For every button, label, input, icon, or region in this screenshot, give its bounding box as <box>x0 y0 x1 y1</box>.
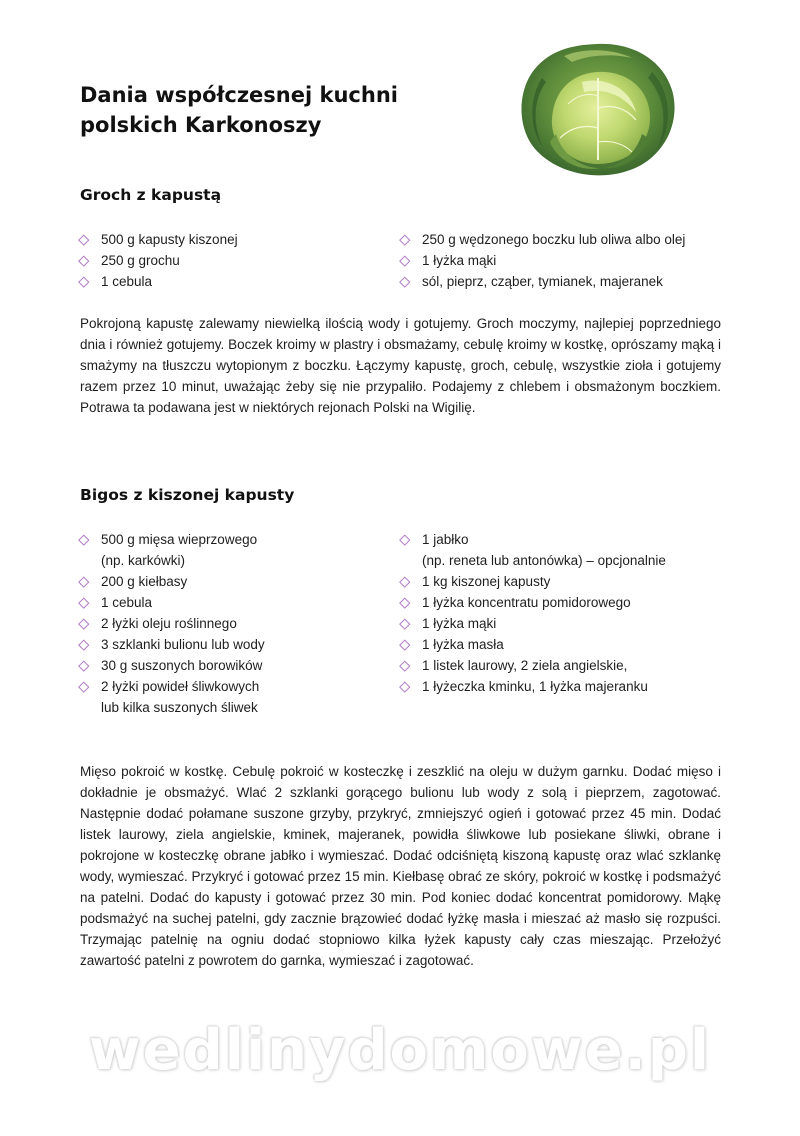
ingredient-item <box>80 592 380 613</box>
diamond-bullet-icon <box>78 576 89 587</box>
diamond-bullet-icon <box>78 255 89 266</box>
recipe-1-title: Groch z kapustą <box>80 186 222 204</box>
diamond-bullet-icon <box>399 681 410 692</box>
diamond-bullet-icon <box>399 276 410 287</box>
page-title <box>80 80 480 140</box>
ingredient-item <box>80 529 380 571</box>
diamond-bullet-icon <box>399 534 410 545</box>
ingredient-text: 2 łyżki oleju roślinnego <box>101 616 237 631</box>
ingredient-item <box>401 529 731 571</box>
ingredient-item <box>80 271 380 292</box>
ingredient-text: 30 g suszonych borowików <box>101 658 263 673</box>
diamond-bullet-icon <box>399 597 410 608</box>
ingredient-item <box>401 613 731 634</box>
ingredient-text: 1 łyżka mąki <box>422 616 497 631</box>
diamond-bullet-icon <box>399 618 410 629</box>
recipe-1-ingredients-left <box>80 229 380 292</box>
ingredient-text: sól, pieprz, cząber, tymianek, majeranek <box>422 274 663 289</box>
diamond-bullet-icon <box>399 576 410 587</box>
ingredient-text: 1 jabłko <box>422 532 469 547</box>
ingredient-item <box>401 229 731 250</box>
recipe-2-ingredients-right <box>401 529 731 697</box>
recipe-2-instructions: Mięso pokroić w kostkę. Cebulę pokroić w kosteczkę i zeszklić na oleju w dużym garnku. Dodać mięso i dokładnie je obsmażyć. Wlać 2 szklanki gorącego bulionu lub wody z solą i pieprzem, zagotować. Następnie dodać połamane suszone grzyby, przykryć, zmniejszyć ogień i gotować przez 45 min. Dodać listek laurowy, ziela angielskie, kminek, majeranek, powidła śliwkowe lub posiekane śliwki, obrane i pokrojone w kosteczkę obrane jabłko i wymieszać. Dodać odciśniętą kiszoną kapustę oraz wlać szklankę wody, wymieszać. Przykryć i gotować przez 15 min. Kiełbasę obrać ze skóry, pokroić w kostkę i podsmażyć na patelni. Dodać do kapusty i gotować przez 30 min. Pod koniec dodać koncentrat pomidorowy. Mąkę podsmażyć na suchej patelni, gdy zacznie brązowieć dodać łyżkę masła i mieszać aż masło się rozpuści. Trzymając patelnię na ogniu dodać stopniowo kilka łyżek kapusty cały czas mieszając. Przełożyć zawartość patelni z powrotem do garnka, wymieszać i zagotować. <box>80 764 721 968</box>
recipe-1-instructions: Pokrojoną kapustę zalewamy niewielką ilością wody i gotujemy. Groch moczymy, najlepiej poprzedniego dnia i również gotujemy. Boczek kroimy w plastry i obsmażamy, cebulę kroimy w kostkę, oprószamy mąką i smażymy na tłuszczu wytopionym z boczku. Łączymy kapustę, groch, cebulę, wszystkie zioła i gotujemy razem przez 10 minut, uważając żeby się nie przypaliło. Podajemy z chlebem i obsmażonym boczkiem. Potrawa ta podawana jest w niektórych rejonach Polski na Wigilię. <box>80 316 721 415</box>
ingredient-text: 1 cebula <box>101 595 153 610</box>
ingredient-text: 1 łyżeczka kminku, 1 łyżka majeranku <box>422 679 648 694</box>
ingredient-item <box>80 655 380 676</box>
ingredient-item <box>80 676 380 718</box>
ingredient-item <box>401 571 731 592</box>
ingredient-text: 3 szklanki bulionu lub wody <box>101 637 265 652</box>
ingredient-note: (np. karkówki) <box>101 553 186 568</box>
ingredient-text: 1 kg kiszonej kapusty <box>422 574 551 589</box>
ingredient-item <box>80 613 380 634</box>
watermark: wedlinydomowe.pl <box>88 1018 712 1083</box>
diamond-bullet-icon <box>78 276 89 287</box>
ingredient-text: 1 cebula <box>101 274 153 289</box>
page-title-line-1: Dania współczesnej kuchni <box>80 83 398 107</box>
ingredient-text: 200 g kiełbasy <box>101 574 188 589</box>
ingredient-item <box>401 634 731 655</box>
ingredient-text: 500 g mięsa wieprzowego <box>101 532 258 547</box>
cabbage-illustration <box>512 38 682 180</box>
diamond-bullet-icon <box>78 618 89 629</box>
diamond-bullet-icon <box>399 639 410 650</box>
ingredient-item <box>80 571 380 592</box>
ingredient-item <box>401 655 731 676</box>
ingredient-item <box>401 676 731 697</box>
diamond-bullet-icon <box>399 255 410 266</box>
recipe-1-ingredients-right <box>401 229 731 292</box>
ingredient-item <box>401 592 731 613</box>
ingredient-text: 1 łyżka koncentratu pomidorowego <box>422 595 631 610</box>
diamond-bullet-icon <box>78 639 89 650</box>
diamond-bullet-icon <box>78 681 89 692</box>
ingredient-item <box>80 250 380 271</box>
ingredient-note: (np. reneta lub antonówka) – opcjonalnie <box>422 553 666 568</box>
ingredient-text: 1 listek laurowy, 2 ziela angielskie, <box>422 658 628 673</box>
recipe-2-title: Bigos z kiszonej kapusty <box>80 486 295 504</box>
recipe-2-ingredients-left <box>80 529 380 718</box>
ingredient-item <box>401 250 731 271</box>
diamond-bullet-icon <box>399 660 410 671</box>
ingredient-item <box>80 229 380 250</box>
ingredient-item <box>401 271 731 292</box>
ingredient-text: 2 łyżki powideł śliwkowych <box>101 679 260 694</box>
ingredient-item <box>80 634 380 655</box>
ingredient-text: 1 łyżka mąki <box>422 253 497 268</box>
diamond-bullet-icon <box>78 234 89 245</box>
diamond-bullet-icon <box>78 534 89 545</box>
ingredient-note: lub kilka suszonych śliwek <box>101 700 258 715</box>
diamond-bullet-icon <box>78 597 89 608</box>
ingredient-text: 1 łyżka masła <box>422 637 504 652</box>
diamond-bullet-icon <box>399 234 410 245</box>
diamond-bullet-icon <box>78 660 89 671</box>
ingredient-text: 500 g kapusty kiszonej <box>101 232 238 247</box>
ingredient-text: 250 g wędzonego boczku lub oliwa albo olej <box>422 232 686 247</box>
page-title-line-2: polskich Karkonoszy <box>80 113 322 137</box>
ingredient-text: 250 g grochu <box>101 253 180 268</box>
